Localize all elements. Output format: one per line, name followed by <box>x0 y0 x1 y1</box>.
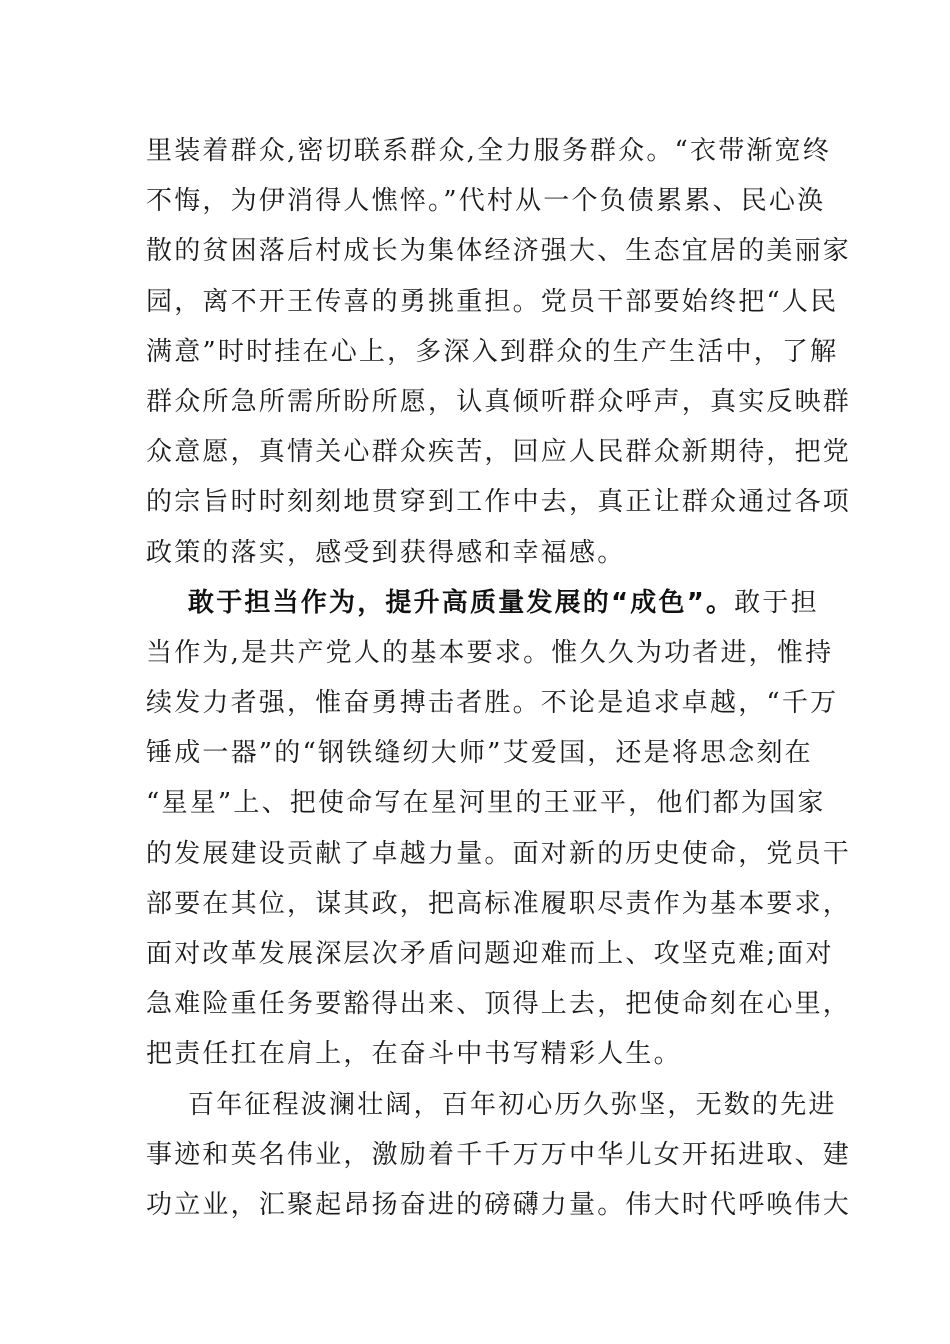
paragraph-lead-rest: 敢于担 <box>734 587 819 618</box>
document-body <box>146 126 852 1230</box>
text-line: 事迹和英名伟业，激励着千千万万中华儿女开拓进取、建 <box>146 1139 852 1170</box>
text-line: 众意愿，真情关心群众疾苦，回应人民群众新期待，把党 <box>146 437 852 468</box>
text-line: “星星”上、把使命写在星河里的王亚平，他们都为国家 <box>146 788 826 819</box>
text-line: 续发力者强，惟奋勇搏击者胜。不论是追求卓越，“千万 <box>146 688 839 719</box>
paragraph-take-responsibility <box>146 578 852 1080</box>
text-line: 功立业，汇聚起昂扬奋进的磅礴力量。伟大时代呼唤伟大 <box>146 1189 852 1220</box>
text-line: 把责任扛在肩上，在奋斗中书写精彩人生。 <box>146 1039 682 1070</box>
text-line: 当作为,是共产党人的基本要求。惟久久为功者进，惟持 <box>146 637 834 668</box>
text-line: 的发展建设贡献了卓越力量。面对新的历史使命，党员干 <box>146 838 852 869</box>
text-line: 园，离不开王传喜的勇挑重担。党员干部要始终把“人民 <box>146 286 839 317</box>
text-line-first: 百年征程波澜壮阔，百年初心历久弥坚，无数的先进 <box>188 1089 837 1120</box>
text-line: 锤成一器”的“钢铁缝纫大师”艾爱国，还是将思念刻在 <box>146 738 813 769</box>
paragraph-serve-masses <box>146 126 852 578</box>
text-line: 不悔，为伊消得人憔悴。”代村从一个负债累累、民心涣 <box>146 186 826 217</box>
text-line: 急难险重任务要豁得出来、顶得上去，把使命刻在心里， <box>146 989 852 1020</box>
text-line: 政策的落实，感受到获得感和幸福感。 <box>146 537 626 568</box>
text-line: 散的贫困落后村成长为集体经济强大、生态宜居的美丽家 <box>146 236 852 267</box>
text-line: 的宗旨时时刻刻地贯穿到工作中去，真正让群众通过各项 <box>146 487 852 518</box>
text-line: 部要在其位，谋其政，把高标准履职尽责作为基本要求， <box>146 888 852 919</box>
paragraph-heading: 敢于担当作为，提升高质量发展的“成色”。 <box>188 587 735 618</box>
text-line: 面对改革发展深层次矛盾问题迎难而上、攻坚克难;面对 <box>146 939 834 969</box>
text-line: 里装着群众,密切联系群众,全力服务群众。“衣带渐宽终 <box>146 136 832 166</box>
paragraph-centennial-journey <box>146 1080 852 1231</box>
text-line: 满意”时时挂在心上，多深入到群众的生产生活中，了解 <box>146 336 839 367</box>
text-line: 群众所急所需所盼所愿，认真倾听群众呼声，真实反映群 <box>146 386 852 417</box>
text-line-first <box>146 578 819 628</box>
